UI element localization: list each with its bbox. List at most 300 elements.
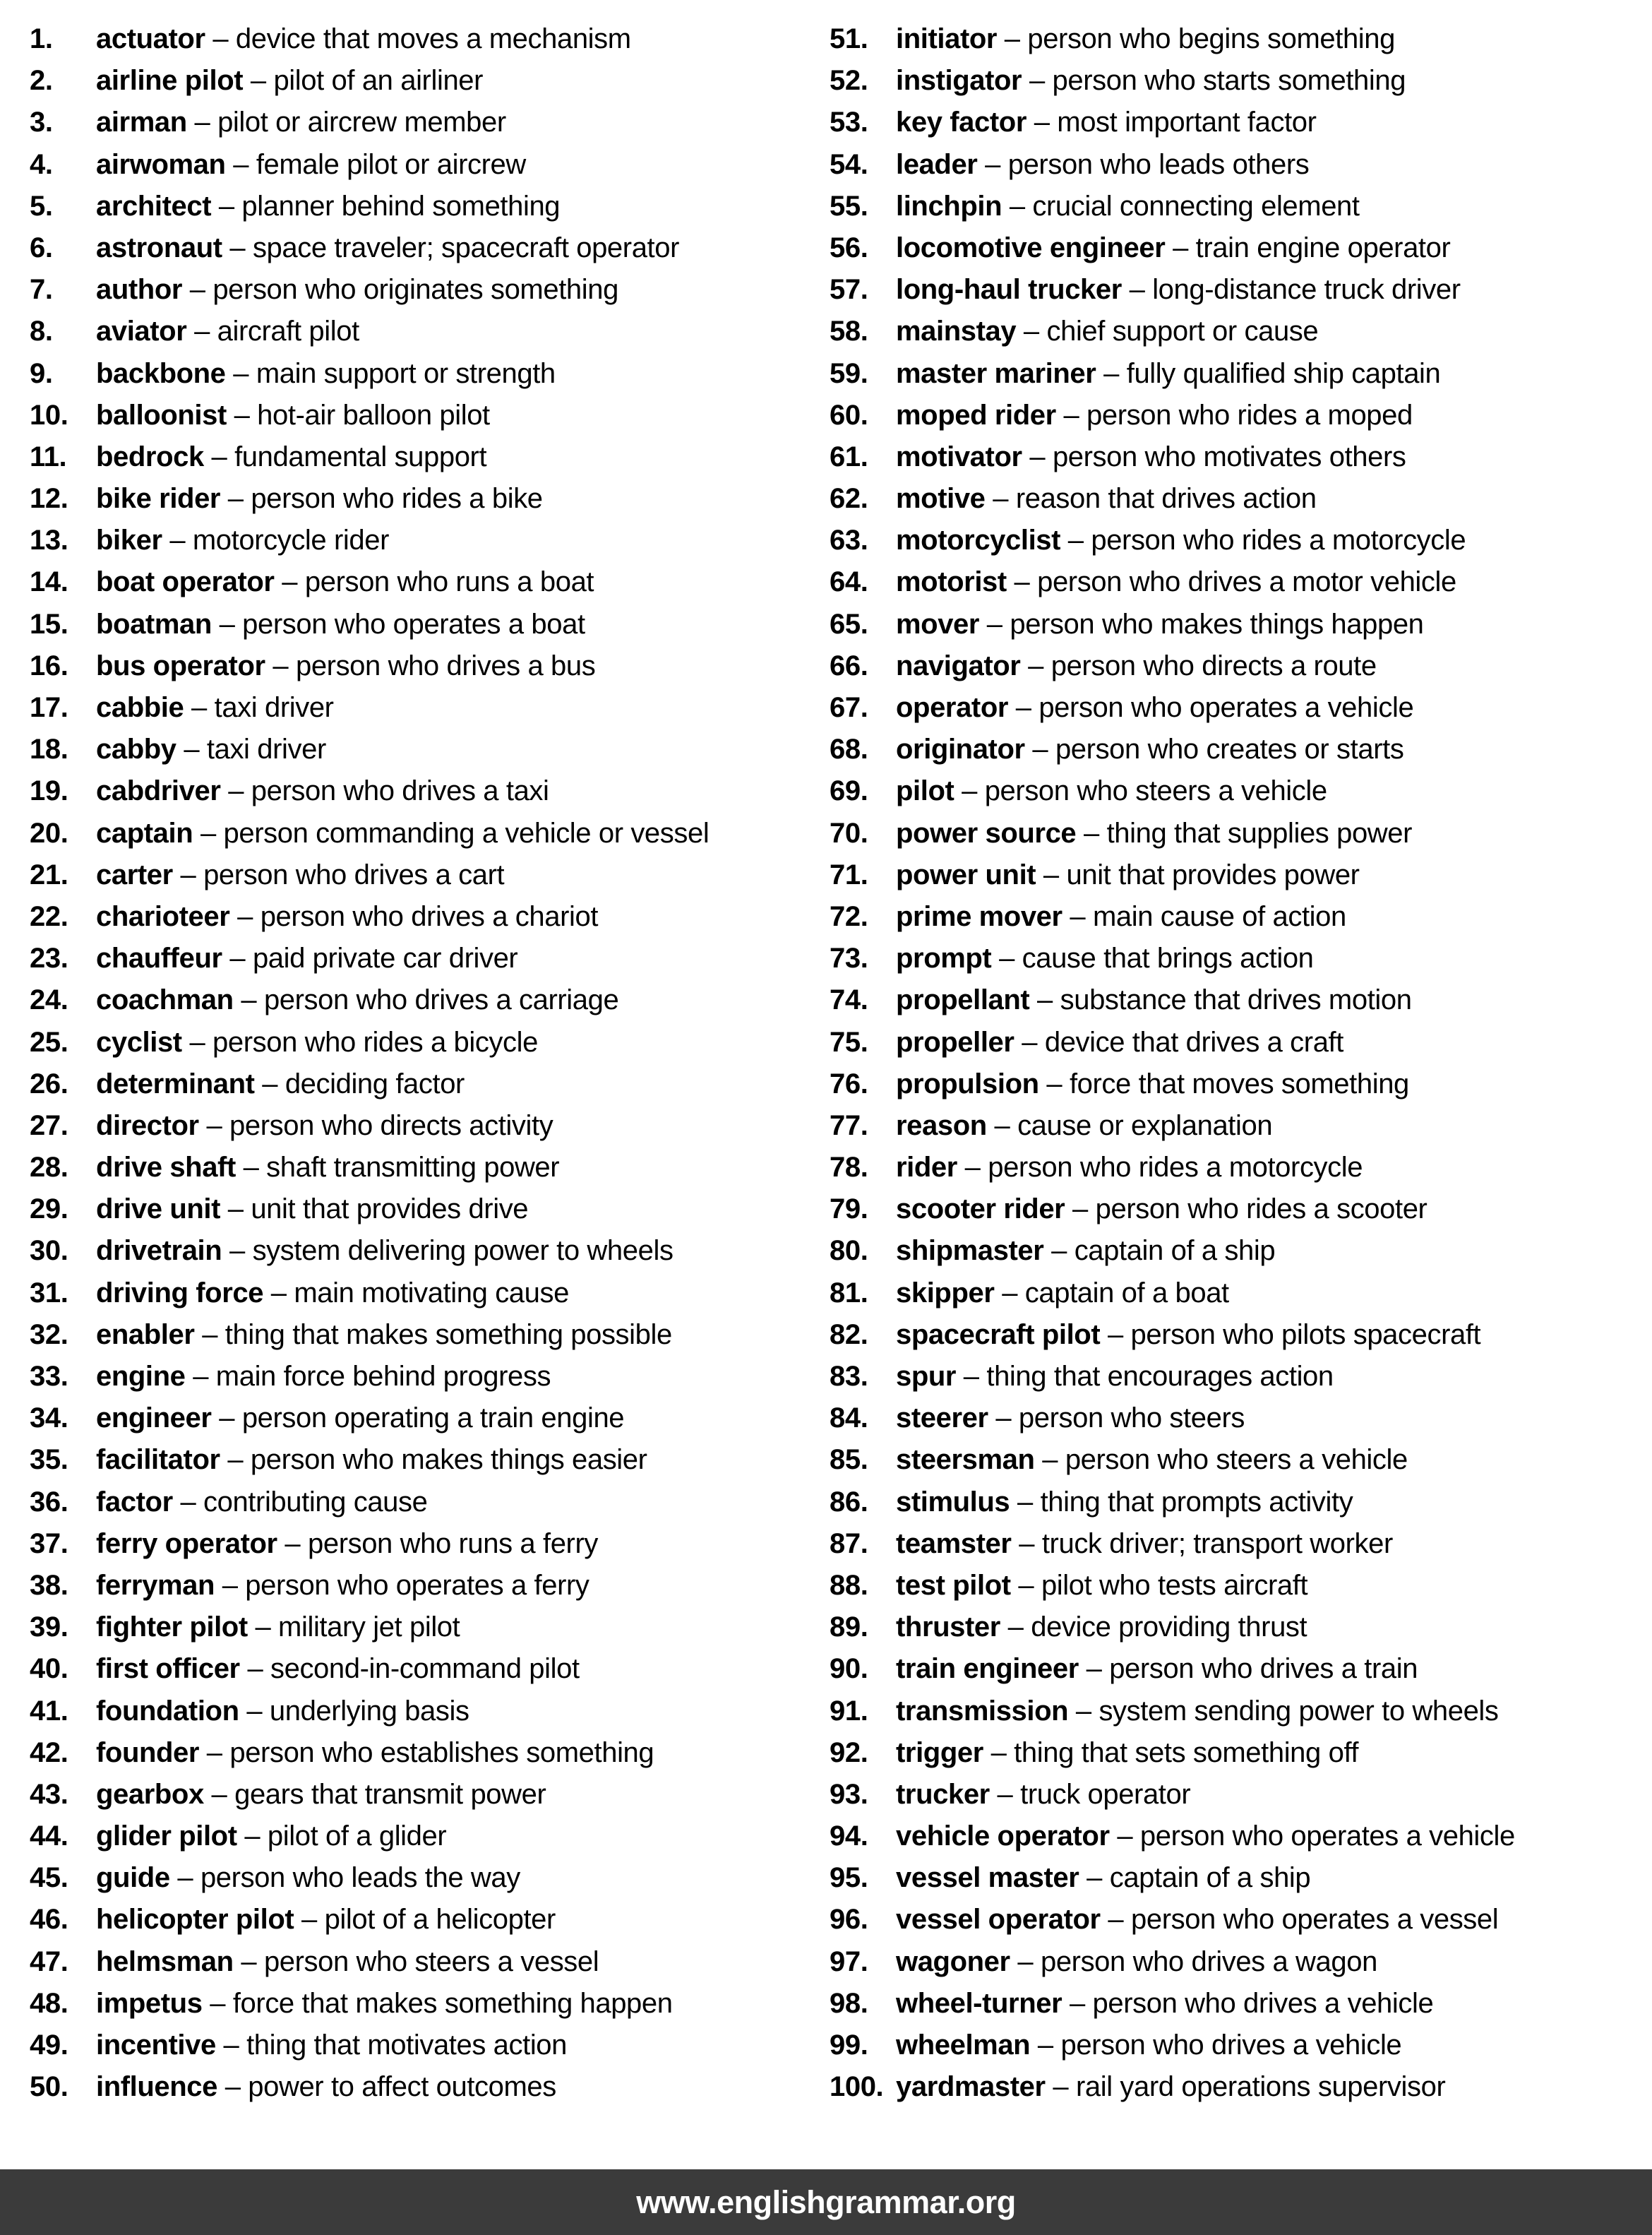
list-item [830, 1063, 1634, 1105]
item-text [896, 1774, 1190, 1816]
item-definition: most important factor [1057, 107, 1317, 138]
item-definition: paid private car driver [252, 943, 518, 975]
item-separator: – [991, 943, 1022, 975]
item-number: 20. [30, 817, 68, 849]
item-text [896, 60, 1406, 102]
item-text [96, 1857, 520, 1899]
item-number: 77. [830, 1109, 868, 1141]
item-separator: – [222, 1235, 253, 1267]
item-term: operator [896, 692, 1009, 723]
item-text [96, 1774, 546, 1816]
list-item [830, 1147, 1634, 1188]
item-number: 42. [30, 1736, 68, 1768]
item-number: 71. [830, 859, 868, 890]
item-term: guide [96, 1862, 170, 1894]
item-number: 45. [30, 1862, 68, 1894]
item-text [96, 1188, 528, 1230]
item-term: long-haul trucker [896, 274, 1122, 306]
item-term: coachman [96, 984, 234, 1016]
item-term: glider pilot [96, 1820, 237, 1852]
list-item [830, 1230, 1634, 1272]
item-separator: – [1065, 1193, 1096, 1225]
item-number: 40. [30, 1653, 68, 1685]
item-separator: – [220, 1193, 251, 1225]
item-text [96, 1732, 654, 1774]
list-column-right [830, 18, 1634, 2108]
item-number: 54. [830, 148, 868, 180]
item-term: helicopter pilot [96, 1904, 294, 1936]
item-number: 30. [30, 1235, 68, 1267]
item-text [96, 395, 490, 436]
item-definition: deciding factor [285, 1068, 465, 1099]
list-item [30, 1356, 834, 1397]
item-term: actuator [96, 23, 205, 54]
list-item [30, 938, 834, 979]
list-item [30, 1105, 834, 1147]
list-item [30, 2025, 834, 2066]
item-separator: – [237, 1820, 268, 1852]
item-text [896, 604, 1424, 645]
item-text [896, 269, 1461, 311]
item-term: originator [896, 734, 1025, 765]
item-number: 43. [30, 1778, 68, 1810]
item-text [896, 979, 1412, 1021]
item-number: 84. [830, 1402, 868, 1434]
item-definition: pilot of a helicopter [324, 1904, 556, 1936]
item-separator: – [1010, 1486, 1041, 1518]
item-separator: – [994, 1277, 1025, 1309]
item-separator: – [1045, 2071, 1076, 2103]
item-text [896, 353, 1440, 395]
item-separator: – [294, 1904, 325, 1936]
list-item [30, 1816, 834, 1857]
item-number: 5. [30, 190, 53, 222]
item-text [896, 144, 1309, 186]
list-item [30, 269, 834, 311]
item-text [96, 144, 526, 186]
list-item [830, 1857, 1634, 1899]
item-term: shipmaster [896, 1235, 1044, 1267]
item-term: prompt [896, 943, 992, 975]
item-term: boatman [96, 608, 212, 640]
item-separator: – [1029, 984, 1060, 1016]
item-separator: – [1062, 1987, 1093, 2019]
list-item [830, 18, 1634, 60]
item-text [96, 102, 506, 143]
item-term: gearbox [96, 1778, 204, 1810]
item-text [96, 227, 679, 269]
item-definition: person who operates a boat [242, 608, 585, 640]
list-item [830, 854, 1634, 896]
item-separator: – [176, 734, 207, 765]
item-number: 33. [30, 1361, 68, 1392]
list-item [830, 979, 1634, 1021]
item-term: influence [96, 2071, 217, 2103]
item-text [96, 311, 359, 352]
item-number: 21. [30, 859, 68, 890]
item-number: 76. [830, 1068, 868, 1099]
item-definition: thing that prompts activity [1040, 1486, 1353, 1518]
item-text [896, 1816, 1515, 1857]
item-text [896, 1732, 1358, 1774]
item-definition: gears that transmit power [234, 1778, 546, 1810]
item-number: 17. [30, 692, 68, 723]
item-definition: aircraft pilot [217, 316, 359, 347]
item-separator: – [986, 1109, 1018, 1141]
item-term: captain [96, 817, 193, 849]
item-text [896, 1314, 1480, 1356]
item-separator: – [1076, 817, 1107, 849]
item-definition: person who rides a bicycle [213, 1026, 538, 1058]
item-number: 70. [830, 817, 868, 849]
list-item [830, 395, 1634, 436]
list-item [830, 729, 1634, 770]
item-separator: – [1043, 1235, 1075, 1267]
item-separator: – [233, 1945, 264, 1977]
item-definition: person who leads others [1007, 148, 1310, 180]
item-term: cabdriver [96, 775, 221, 807]
item-separator: – [215, 1569, 246, 1601]
item-text [896, 1230, 1275, 1272]
item-number: 83. [830, 1361, 868, 1392]
item-text [96, 938, 517, 979]
item-separator: – [194, 1318, 225, 1350]
item-definition: space traveler; spacecraft operator [252, 232, 680, 263]
item-separator: – [233, 984, 264, 1016]
list-item [30, 645, 834, 687]
item-separator: – [172, 859, 204, 890]
item-number: 92. [830, 1736, 868, 1768]
item-term: determinant [96, 1068, 255, 1099]
item-definition: military jet pilot [278, 1611, 460, 1643]
list-item [30, 770, 834, 812]
item-number: 67. [830, 692, 868, 723]
item-text [96, 520, 389, 561]
item-number: 11. [30, 441, 67, 472]
item-number: 6. [30, 232, 53, 263]
item-definition: person who drives a train [1109, 1653, 1418, 1685]
list-item [830, 1314, 1634, 1356]
item-term: power source [896, 817, 1077, 849]
item-term: bedrock [96, 441, 204, 472]
item-separator: – [247, 1611, 279, 1643]
item-separator: – [229, 900, 261, 932]
item-definition: motorcycle rider [192, 525, 390, 556]
item-text [896, 1105, 1272, 1147]
item-text [96, 60, 483, 102]
item-definition: taxi driver [214, 692, 334, 723]
item-term: airman [96, 107, 187, 138]
item-term: steersman [896, 1444, 1035, 1476]
item-definition: pilot who tests aircraft [1041, 1569, 1308, 1601]
item-text [896, 2025, 1401, 2066]
item-separator: – [274, 566, 305, 598]
item-separator: – [1014, 1026, 1045, 1058]
item-number: 95. [830, 1862, 868, 1894]
item-definition: pilot of a glider [267, 1820, 447, 1852]
list-item [30, 1732, 834, 1774]
item-term: propeller [896, 1026, 1014, 1058]
list-item [30, 561, 834, 603]
item-text [896, 687, 1413, 729]
item-separator: – [235, 1152, 267, 1184]
item-term: teamster [896, 1527, 1012, 1559]
item-number: 38. [30, 1569, 68, 1601]
item-definition: second-in-command pilot [270, 1653, 580, 1685]
item-text [96, 813, 709, 854]
item-definition: person who rides a scooter [1095, 1193, 1427, 1225]
item-definition: cause that brings action [1022, 943, 1314, 975]
item-separator: – [277, 1527, 308, 1559]
item-term: ferry operator [96, 1527, 277, 1559]
item-definition: person who makes things easier [250, 1444, 647, 1476]
list-item [30, 1482, 834, 1523]
item-text [96, 561, 594, 603]
item-number: 100. [830, 2071, 884, 2103]
list-item [830, 1273, 1634, 1314]
list-item [30, 1063, 834, 1105]
item-text [96, 1022, 538, 1063]
item-number: 18. [30, 734, 68, 765]
item-term: foundation [96, 1695, 239, 1727]
item-term: balloonist [96, 399, 227, 431]
item-separator: – [186, 107, 218, 138]
list-item [830, 1523, 1634, 1565]
item-number: 23. [30, 943, 68, 975]
item-definition: planner behind something [241, 190, 561, 222]
list-item [830, 561, 1634, 603]
item-definition: unit that provides power [1066, 859, 1360, 890]
item-definition: taxi driver [206, 734, 326, 765]
list-item [30, 1230, 834, 1272]
item-definition: crucial connecting element [1032, 190, 1360, 222]
list-item [830, 1105, 1634, 1147]
item-separator: – [215, 2030, 247, 2061]
item-text [896, 1397, 1245, 1439]
item-text [896, 1439, 1408, 1481]
list-item [30, 729, 834, 770]
item-separator: – [985, 483, 1016, 515]
item-text [96, 979, 618, 1021]
item-separator: – [1100, 1318, 1131, 1350]
item-separator: – [1002, 190, 1033, 222]
item-separator: – [1026, 107, 1058, 138]
item-number: 53. [830, 107, 868, 138]
item-number: 12. [30, 483, 68, 515]
item-term: motivator [896, 441, 1022, 472]
list-item [830, 1648, 1634, 1690]
item-separator: – [956, 1361, 987, 1392]
item-definition: person who drives a taxi [251, 775, 549, 807]
item-definition: person who steers a vehicle [1065, 1444, 1408, 1476]
item-term: vessel operator [896, 1904, 1101, 1936]
item-definition: chief support or cause [1046, 316, 1319, 347]
item-text [896, 186, 1360, 227]
item-text [96, 1356, 551, 1397]
item-text [896, 561, 1456, 603]
item-text [896, 770, 1327, 812]
item-definition: pilot of an airliner [273, 65, 484, 97]
item-definition: person who makes things happen [1010, 608, 1424, 640]
item-term: aviator [96, 316, 187, 347]
list-item [830, 269, 1634, 311]
item-separator: – [977, 148, 1008, 180]
item-definition: person who rides a motorcycle [988, 1152, 1363, 1184]
item-separator: – [220, 775, 251, 807]
item-separator: – [182, 274, 213, 306]
list-item [830, 1565, 1634, 1607]
list-item [830, 1439, 1634, 1481]
list-item [830, 1774, 1634, 1816]
item-number: 69. [830, 775, 868, 807]
item-definition: shaft transmitting power [266, 1152, 560, 1184]
item-separator: – [220, 483, 251, 515]
list-item [830, 144, 1634, 186]
item-number: 49. [30, 2030, 68, 2061]
item-separator: – [1022, 65, 1053, 97]
item-number: 87. [830, 1527, 868, 1559]
item-term: key factor [896, 107, 1026, 138]
item-text [896, 938, 1314, 979]
item-definition: captain of a boat [1024, 1277, 1229, 1309]
list-item [30, 395, 834, 436]
item-separator: – [265, 650, 296, 681]
list-item [830, 311, 1634, 352]
item-separator: – [1036, 859, 1067, 890]
item-separator: – [954, 775, 985, 807]
item-term: charioteer [96, 900, 230, 932]
item-text [896, 1899, 1498, 1941]
item-text [96, 1482, 427, 1523]
item-number: 41. [30, 1695, 68, 1727]
item-term: cabbie [96, 692, 184, 723]
item-separator: – [203, 1778, 235, 1810]
item-definition: person who originates something [213, 274, 618, 306]
item-term: stimulus [896, 1486, 1010, 1518]
list-item [30, 1397, 834, 1439]
item-separator: – [172, 1486, 204, 1518]
item-text [96, 729, 326, 770]
item-number: 89. [830, 1611, 868, 1643]
list-item [830, 1816, 1634, 1857]
item-number: 2. [30, 65, 53, 97]
item-separator: – [225, 148, 256, 180]
item-term: fighter pilot [96, 1611, 248, 1643]
item-definition: person who pilots spacecraft [1130, 1318, 1481, 1350]
list-item [30, 1439, 834, 1481]
item-separator: – [1034, 1444, 1065, 1476]
item-text [96, 436, 486, 478]
item-definition: power to affect outcomes [248, 2071, 556, 2103]
item-definition: fundamental support [234, 441, 487, 472]
item-separator: – [226, 399, 258, 431]
list-item [30, 18, 834, 60]
item-number: 24. [30, 984, 68, 1016]
item-number: 60. [830, 399, 868, 431]
item-definition: person who establishes something [229, 1736, 654, 1768]
item-number: 91. [830, 1695, 868, 1727]
list-item [830, 645, 1634, 687]
item-definition: contributing cause [203, 1486, 428, 1518]
item-text [96, 1607, 460, 1648]
item-term: bike rider [96, 483, 221, 515]
list-item [830, 227, 1634, 269]
item-text [96, 854, 504, 896]
item-definition: female pilot or aircrew [256, 148, 526, 180]
item-separator: – [211, 608, 243, 640]
list-item [30, 1273, 834, 1314]
item-text [96, 1397, 624, 1439]
item-definition: person who motivates others [1052, 441, 1406, 472]
item-separator: – [1030, 2030, 1061, 2061]
item-definition: person who rides a moped [1087, 399, 1413, 431]
list-item [830, 353, 1634, 395]
list-column-left [30, 18, 834, 2108]
item-separator: – [222, 943, 253, 975]
item-term: mainstay [896, 316, 1017, 347]
item-separator: – [1039, 1068, 1070, 1099]
item-term: power unit [896, 859, 1036, 890]
item-term: mover [896, 608, 980, 640]
item-separator: – [220, 1444, 251, 1476]
item-definition: train engine operator [1195, 232, 1451, 263]
item-definition: underlying basis [269, 1695, 469, 1727]
item-text [896, 1983, 1433, 2025]
item-term: navigator [896, 650, 1021, 681]
list-item [830, 1983, 1634, 2025]
item-term: motive [896, 483, 986, 515]
item-term: yardmaster [896, 2071, 1046, 2103]
item-separator: – [184, 692, 215, 723]
list-item [30, 1523, 834, 1565]
item-number: 28. [30, 1152, 68, 1184]
item-number: 63. [830, 525, 868, 556]
item-number: 16. [30, 650, 68, 681]
item-number: 72. [830, 900, 868, 932]
item-number: 59. [830, 357, 868, 389]
item-separator: – [239, 1653, 271, 1685]
item-definition: captain of a ship [1109, 1862, 1311, 1894]
item-separator: – [1010, 1945, 1041, 1977]
item-separator: – [211, 190, 242, 222]
item-text [96, 896, 598, 938]
item-text [896, 1147, 1363, 1188]
item-text [96, 269, 618, 311]
item-text [96, 1314, 672, 1356]
item-number: 39. [30, 1611, 68, 1643]
list-item [30, 520, 834, 561]
list-item [30, 1314, 834, 1356]
item-definition: main cause of action [1092, 900, 1346, 932]
item-term: motorist [896, 566, 1007, 598]
item-definition: person operating a train engine [241, 1402, 625, 1434]
item-separator: – [997, 23, 1028, 54]
list-item [30, 979, 834, 1021]
item-definition: person who starts something [1052, 65, 1406, 97]
item-number: 50. [30, 2071, 68, 2103]
item-number: 81. [830, 1277, 868, 1309]
item-text [896, 1648, 1418, 1690]
item-term: enabler [96, 1318, 195, 1350]
list-item [830, 2025, 1634, 2066]
item-text [896, 896, 1346, 938]
item-separator: – [983, 1736, 1014, 1768]
item-term: impetus [96, 1987, 203, 2019]
item-text [896, 1607, 1307, 1648]
item-number: 65. [830, 608, 868, 640]
list-item [30, 813, 834, 854]
item-separator: – [1096, 357, 1127, 389]
